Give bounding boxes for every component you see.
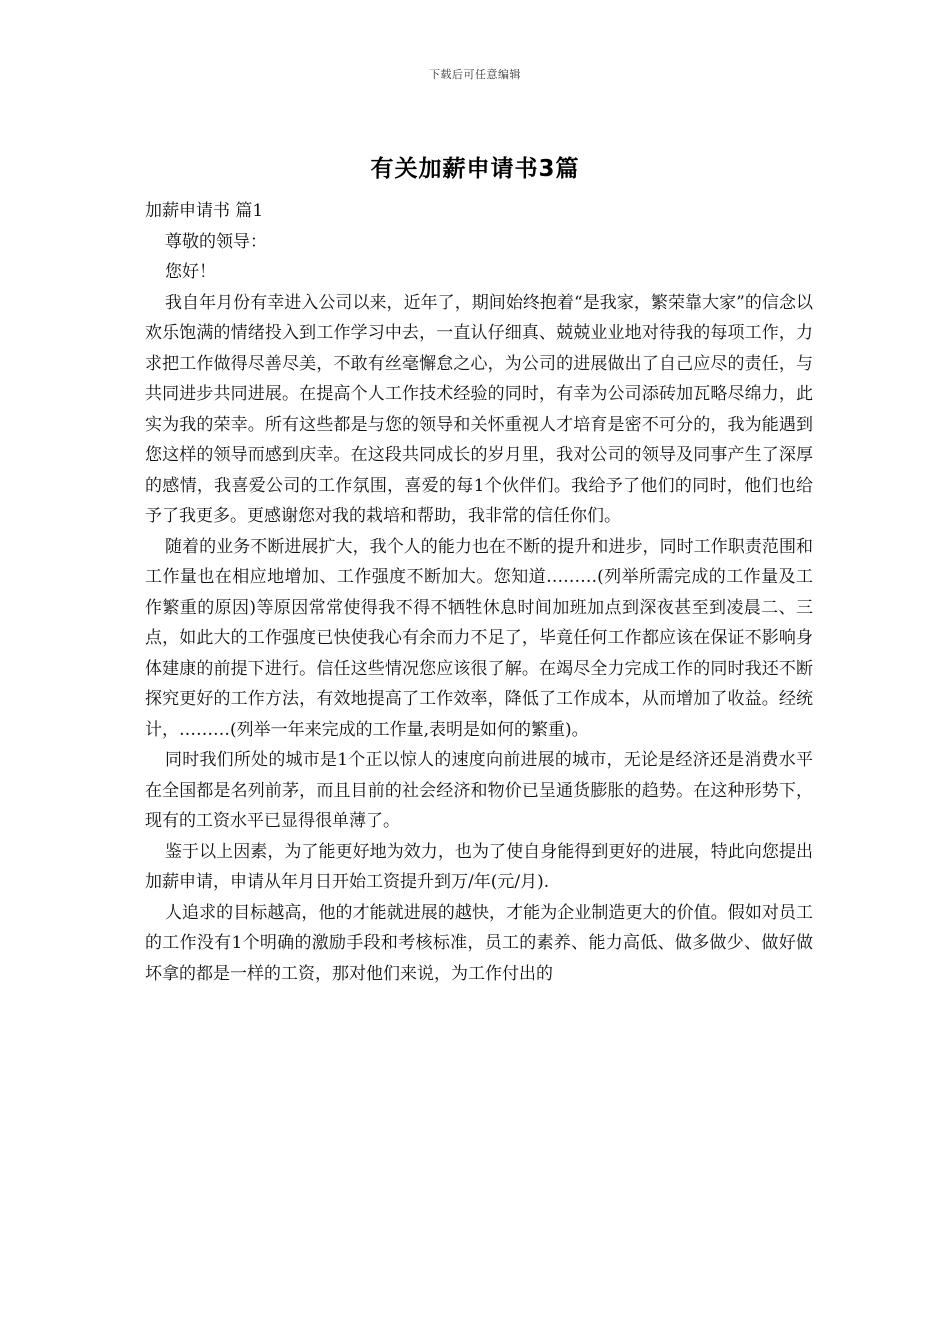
document-body bbox=[145, 196, 813, 989]
salutation: 尊敬的领导： bbox=[165, 231, 267, 252]
paragraph: 随着的业务不断进展扩大，我个人的能力也在不断的提升和进步，同时工作职责范围和工作量也在相应地增加、工作强度不断加大。您知道………(列举所需完成的工作量及工作繁重的原因)等原因常常使得我不得不牺牲休息时间加班加点到深夜甚至到凌晨二、三点，如此大的工作强度已快使我心有余而力不足了，毕竟任何工作都应该在保证不影响身体建康的前提下进行。信任这些情况您应该很了解。在竭尽全力完成工作的同时我还不断探究更好的工作方法，有效地提高了工作效率，降低了工作成本，从而增加了收益。经统计，………(列举一年来完成的工作量,表明是如何的繁重)。 bbox=[145, 536, 813, 740]
paragraph: 鉴于以上因素，为了能更好地为效力，也为了使自身能得到更好的进展，特此向您提出加薪申请，申请从年月日开始工资提升到万/年(元/月). bbox=[145, 841, 813, 892]
document-title: 有关加薪申请书3篇 bbox=[370, 156, 580, 182]
paragraph: 人追求的目标越高，他的才能就进展的越快，才能为企业制造更大的价值。假如对员工的工作没有1个明确的激励手段和考核标准，员工的素养、能力高低、做多做少、做好做坏拿的都是一样的工资，那对他们来说，为工作付出的 bbox=[145, 902, 813, 984]
section-label: 加薪申请书 篇1 bbox=[145, 201, 264, 221]
paragraph: 同时我们所处的城市是1个正以惊人的速度向前进展的城市，无论是经济还是消费水平在全国都是名列前茅，而且目前的社会经济和物价已呈通货膨胀的趋势。在这种形势下，现有的工资水平已显得很单薄了。 bbox=[145, 750, 813, 831]
paragraph: 我自年月份有幸进入公司以来，近年了，期间始终抱着“是我家，繁荣靠大家”的信念以欢乐饱满的情绪投入到工作学习中去，一直认仔细真、兢兢业业地对待我的每项工作，力求把工作做得尽善尽美，不敢有丝毫懈怠之心，为公司的进展做出了自己应尽的责任，与共同进步共同进展。在提高个人工作技术经验的同时，有幸为公司添砖加瓦略尽绵力，此实为我的荣幸。所有这些都是与您的领导和关怀重视人才培育是密不可分的，我为能遇到您这样的领导而感到庆幸。在这段共同成长的岁月里，我对公司的领导及同事产生了深厚的感情，我喜爱公司的工作氛围，喜爱的每1个伙伴们。我给予了他们的同时，他们也给予了我更多。更感谢您对我的栽培和帮助，我非常的信任你们。 bbox=[145, 292, 813, 526]
header-note: 下载后可任意编辑 bbox=[429, 68, 521, 81]
greeting: 您好！ bbox=[165, 262, 216, 282]
